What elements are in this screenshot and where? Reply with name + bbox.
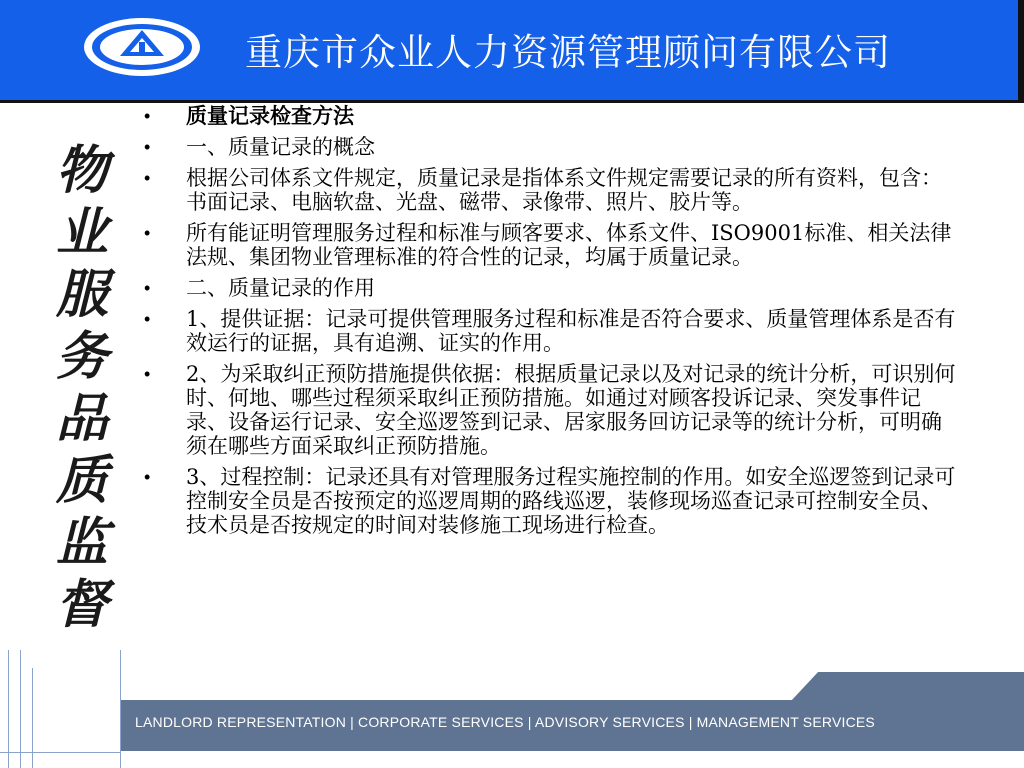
side-title-char: 物	[55, 140, 108, 201]
footer-services-text: LANDLORD REPRESENTATION | CORPORATE SERVICES | ADVISORY SERVICES | MANAGEMENT SERVICES	[135, 714, 875, 730]
bullet-item	[140, 135, 960, 159]
bullet-text: 3、过程控制：记录还具有对管理服务过程实施控制的作用。如安全巡逻签到记录可控制安全员是否按预定的巡逻周期的路线巡逻，装修现场巡查记录可控制安全员、技术员是否按规定的时间对装修施工现场进行检查。	[186, 465, 956, 537]
side-title	[52, 140, 112, 636]
side-title-char: 务	[55, 326, 108, 387]
bullet-icon: •	[144, 278, 151, 298]
decor-line	[8, 650, 9, 768]
footer-bar	[121, 700, 1024, 751]
bullet-text: 所有能证明管理服务过程和标准与顾客要求、体系文件、ISO9001标准、相关法律法规、集团物业管理标准的符合性的记录，均属于质量记录。	[186, 221, 952, 269]
main-content	[140, 104, 960, 544]
company-logo-icon	[82, 16, 202, 78]
side-title-char: 质	[55, 450, 108, 511]
bullet-icon: •	[144, 223, 151, 243]
side-title-char: 业	[55, 202, 108, 263]
decor-line	[0, 752, 121, 753]
bullet-item	[140, 307, 960, 355]
company-name: 重庆市众业人力资源管理顾问有限公司	[245, 31, 891, 74]
bullet-icon: •	[144, 137, 151, 157]
bullet-item	[140, 104, 960, 128]
bullet-item	[140, 362, 960, 458]
decor-line	[20, 650, 21, 768]
bullet-item	[140, 221, 960, 269]
header-banner	[0, 0, 1024, 103]
bullet-item	[140, 166, 960, 214]
bullet-text: 一、质量记录的概念	[186, 135, 375, 159]
bullet-item	[140, 465, 960, 537]
side-title-char: 监	[55, 512, 108, 573]
side-title-char: 品	[55, 388, 108, 449]
side-title-char: 督	[55, 574, 108, 635]
bullet-text: 二、质量记录的作用	[186, 276, 375, 300]
bullet-text: 2、为采取纠正预防措施提供依据：根据质量记录以及对记录的统计分析，可识别何时、何地、哪些过程须采取纠正预防措施。如通过对顾客投诉记录、突发事件记录、设备运行记录、安全巡逻签到记录、居家服务回访记录等的统计分析，可明确须在哪些方面采取纠正预防措施。	[186, 362, 956, 458]
bullet-icon: •	[144, 106, 151, 126]
bullet-text: 根据公司体系文件规定，质量记录是指体系文件规定需要记录的所有资料，包含：书面记录、电脑软盘、光盘、磁带、录像带、照片、胶片等。	[186, 166, 942, 214]
bullet-icon: •	[144, 467, 151, 487]
bullet-icon: •	[144, 309, 151, 329]
footer-bottom-strip	[121, 751, 1024, 768]
bullet-text: 1、提供证据：记录可提供管理服务过程和标准是否符合要求、质量管理体系是否有效运行的证据，具有追溯、证实的作用。	[186, 307, 956, 355]
bullet-item	[140, 276, 960, 300]
bullet-text: 质量记录检查方法	[186, 103, 354, 128]
footer-notch	[790, 672, 1024, 702]
bullet-icon: •	[144, 364, 151, 384]
side-title-char: 服	[55, 264, 108, 325]
decor-line	[32, 668, 33, 768]
bullet-icon: •	[144, 168, 151, 188]
bullet-list	[140, 104, 960, 537]
